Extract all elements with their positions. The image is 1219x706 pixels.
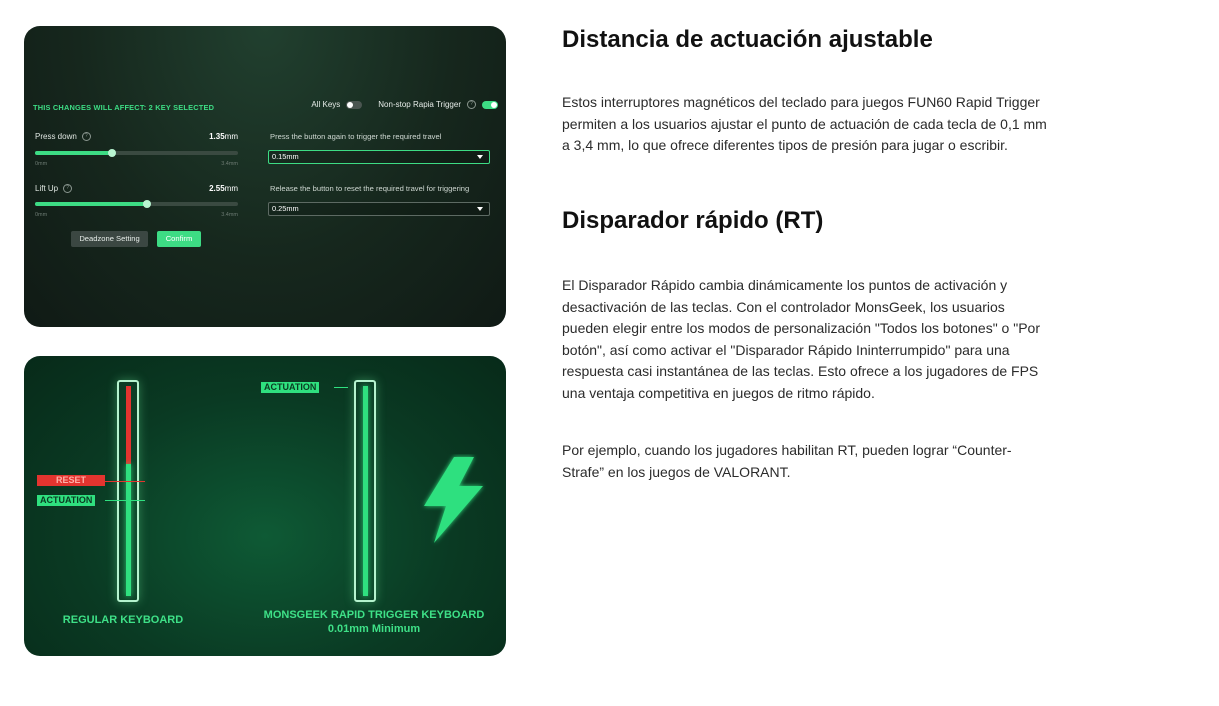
nonstop-trigger-label: Non-stop Rapia Trigger bbox=[378, 100, 461, 109]
monsgeek-actuation-bar bbox=[363, 386, 368, 596]
regular-actuation-bar bbox=[126, 464, 131, 596]
lift-up-unit: mm bbox=[224, 184, 238, 193]
release-hint: Release the button to reset the required travel for triggering bbox=[270, 184, 470, 193]
actuation-tag-right: ACTUATION bbox=[261, 382, 319, 393]
all-keys-label: All Keys bbox=[311, 100, 341, 109]
lift-up-text: Lift Up bbox=[35, 184, 59, 193]
reset-line bbox=[105, 481, 145, 482]
help-icon: ? bbox=[82, 132, 91, 141]
lightning-bolt-icon bbox=[420, 454, 488, 546]
actuation-tag-left: ACTUATION bbox=[37, 495, 95, 506]
monsgeek-keyboard-caption bbox=[254, 608, 494, 636]
press-down-number: 1.35 bbox=[209, 132, 225, 141]
reset-tag: RESET bbox=[37, 475, 105, 486]
scale-max: 3.4mm bbox=[221, 212, 238, 218]
actuation-line-left bbox=[105, 500, 145, 501]
release-travel-select[interactable] bbox=[268, 202, 490, 216]
press-down-slider-fill[interactable] bbox=[35, 151, 112, 155]
deadzone-setting-button[interactable]: Deadzone Setting bbox=[71, 231, 148, 247]
scale-max: 3.4mm bbox=[221, 161, 238, 167]
press-travel-select[interactable] bbox=[268, 150, 490, 164]
rapid-trigger-settings-image bbox=[24, 26, 506, 327]
press-select-unit: mm bbox=[286, 152, 299, 161]
regular-keyboard-caption: REGULAR KEYBOARD bbox=[62, 614, 184, 626]
press-down-slider[interactable] bbox=[35, 151, 238, 155]
monsgeek-caption-line-2: 0.01mm Minimum bbox=[327, 623, 421, 635]
release-select-value: 0.25 bbox=[272, 204, 287, 213]
rapid-trigger-diagram-image bbox=[24, 356, 506, 656]
regular-reset-bar bbox=[126, 386, 131, 464]
affect-notice: THIS CHANGES WILL AFFECT: 2 KEY SELECTED bbox=[33, 103, 215, 112]
lift-up-slider-fill[interactable] bbox=[35, 202, 147, 206]
paragraph-rapid-trigger: El Disparador Rápido cambia dinámicamente los puntos de activación y desactivación de las teclas. Con el controlador MonsGeek, los usuarios pueden elegir entre los modos de personalización "Todos los botones" o "Por botón", así como activar el "Disparador Rápido Ininterrumpido" para una respuesta casi instantánea de las teclas. Esto ofrece a los jugadores de FPS una ventaja competitiva en juegos de ritmo rápido. bbox=[562, 277, 1040, 401]
actuation-line-right bbox=[334, 387, 348, 388]
toggle-group bbox=[311, 100, 498, 109]
confirm-button[interactable]: Confirm bbox=[157, 231, 201, 247]
all-keys-toggle[interactable] bbox=[346, 101, 362, 109]
help-icon: ? bbox=[467, 100, 476, 109]
paragraph-adjustable-actuation: Estos interruptores magnéticos del teclado para juegos FUN60 Rapid Trigger permiten a los usuarios ajustar el punto de actuación de cada tecla de 0,1 mm a 3,4 mm, lo que ofrece diferentes tipos de presión para jugar o escribir. bbox=[562, 94, 1047, 153]
release-select-unit: mm bbox=[286, 204, 299, 213]
lift-up-slider[interactable] bbox=[35, 202, 238, 206]
heading-adjustable-actuation: Distancia de actuación ajustable bbox=[562, 26, 933, 53]
help-icon: ? bbox=[63, 184, 72, 193]
press-down-label bbox=[35, 132, 91, 141]
press-down-value bbox=[194, 132, 238, 141]
nonstop-trigger-toggle[interactable] bbox=[482, 101, 498, 109]
press-select-value: 0.15 bbox=[272, 152, 287, 161]
lift-up-value bbox=[194, 184, 238, 193]
chevron-down-icon bbox=[477, 155, 483, 159]
scale-min: 0mm bbox=[35, 161, 48, 167]
lift-up-label bbox=[35, 184, 72, 193]
lift-up-number: 2.55 bbox=[209, 184, 225, 193]
press-hint: Press the button again to trigger the required travel bbox=[270, 132, 442, 141]
press-down-text: Press down bbox=[35, 132, 77, 141]
heading-rapid-trigger: Disparador rápido (RT) bbox=[562, 207, 824, 234]
press-down-unit: mm bbox=[224, 132, 238, 141]
paragraph-example-valorant: Por ejemplo, cuando los jugadores habilitan RT, pueden lograr “Counter-Strafe” en los juegos de VALORANT. bbox=[562, 442, 1012, 480]
monsgeek-caption-line-1: MONSGEEK RAPID TRIGGER KEYBOARD bbox=[263, 609, 485, 621]
chevron-down-icon bbox=[477, 207, 483, 211]
scale-min: 0mm bbox=[35, 212, 48, 218]
press-down-scale bbox=[35, 161, 238, 167]
lift-up-scale bbox=[35, 212, 238, 218]
